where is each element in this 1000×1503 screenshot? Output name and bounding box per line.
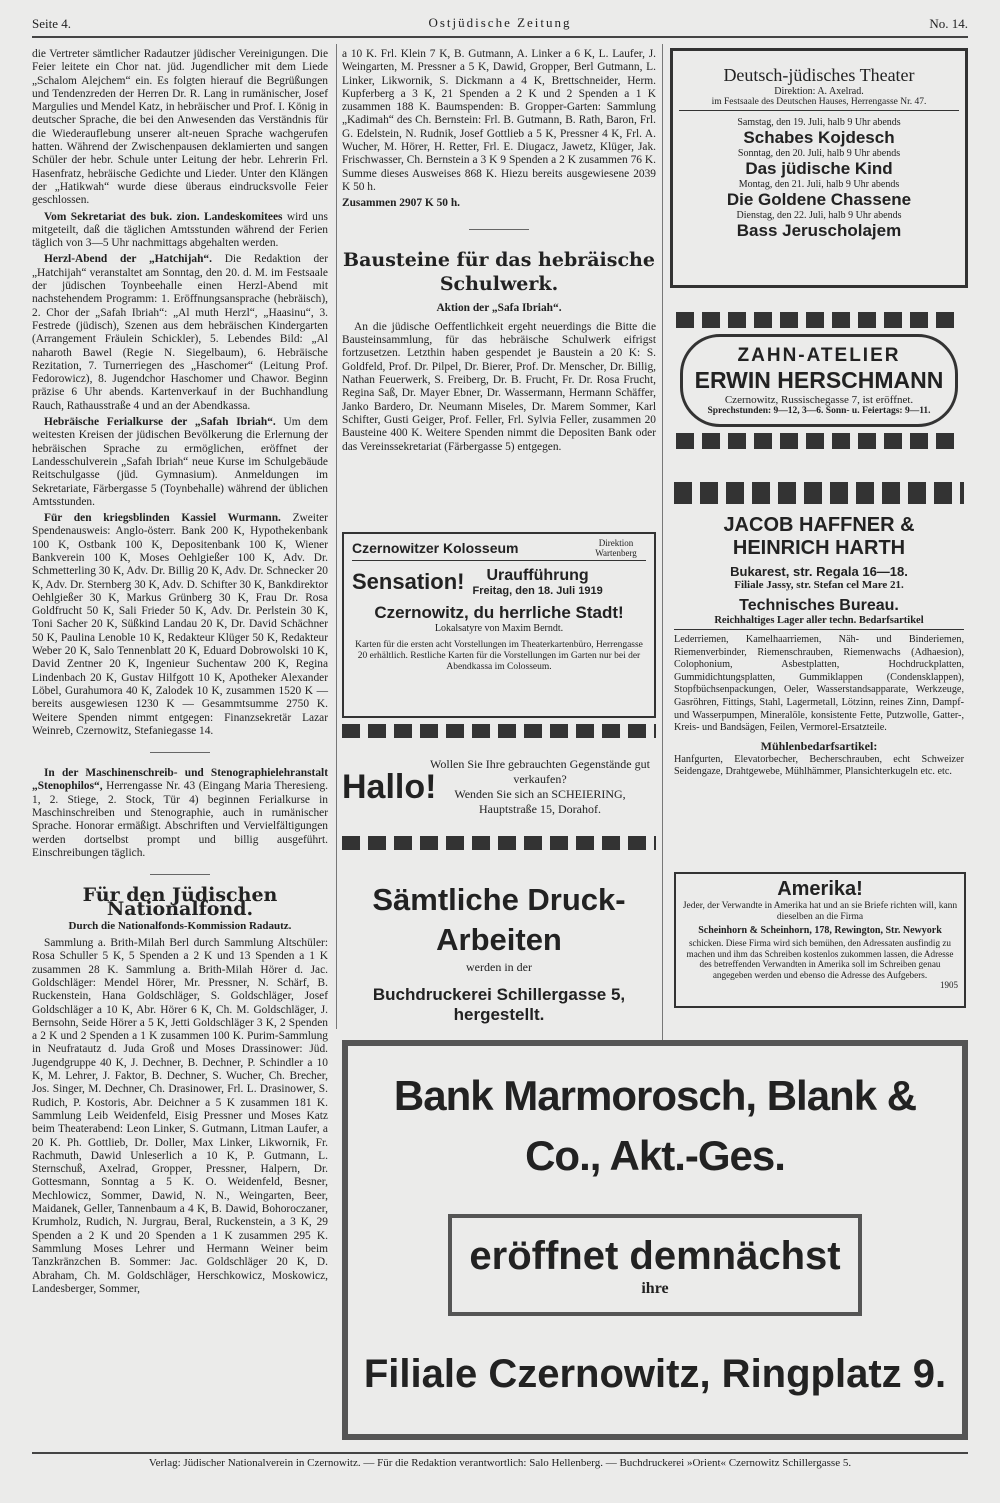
article-kriegsblinden: Für den kriegsblinden Kassiel Wurmann. Zweiter Spendenausweis: Anglo-österr. Bank 200 K, Hypothekenbank 100 K, Ostbank 100 K, Depositenbank 100 K, Wiener Bankverein 100 K, Moses Oehlgießer 100 K, Adv. Dr. Schmetterling 30 K, Adv. Dr. Billig 20 K, Adv. Dr. Schnecker 20 K, Adv. Dr. Sternberg 30 K, Adv. D. Schifter 30 K, Bankdirektor Oehlgießer 30 K, Markus Grünberg 30 K, Frau Dr. Rosa Goldfrucht 50 K, Sali Frieder 50 K, Adv. Dr. Perlstein 30 K, Toni Sacher 20 K, Süßkind Landau 20 K, Dr. David Schächner 50 K, Paulina Lenoble 10 K, Redakteur Klüger 50 K, Redakteur Weber 20 K, Salo Tennenblatt 20 K, Eduard Dobrowolski 10 K, David Zentner 20 K, Ingenieur Suchentaw 200 K, Regina Lindenbach 20 K, Gustav Hilfgott 10 K, Apotheker Alexander Löbel, Gurahumora 40 K, Zalodek 10 K, zusammen 1520 K — bereits ausgewiesen 1230 K — Gesammtsumme 2750 K. Weitere Spenden nimmt entgegen: Finanzsekretär Lazar Weinreb, Czernowitz, Stefaniegasse 14. — [32, 512, 328, 737]
show-4-date: Dienstag, den 22. Juli, halb 9 Uhr abends — [736, 210, 902, 221]
bausteine-title: Bausteine für das hebräische Schulwerk. — [343, 248, 655, 295]
kolosseum-info: Karten für die ersten acht Vorstellungen im Theaterkartenbüro, Herrengasse 20 erhältlich. Restliche Karten für die Vorstellungen im Garten nur bei der Abendkassa im Colosseum. — [355, 640, 643, 672]
amerika-ad — [674, 872, 966, 1008]
kolosseum-autor: Lokalsatyre von Maxim Berndt. — [434, 623, 564, 634]
zahn-ad — [676, 312, 962, 460]
bank-title: Bank Marmorosch, Blank & Co., Akt.-Ges. — [393, 1072, 917, 1179]
kolosseum-datum: Freitag, den 18. Juli 1919 — [472, 585, 603, 597]
column-2-text — [342, 48, 656, 453]
article-stenophilos: In der Maschinenschreib- und Stenographielehranstalt „Stenophilos“, Herrengasse Nr. 43 (Eingang Maria Theresieng. 1, 2. Stiege, 2. Stock, Tür 4) beginnen Ferialkurse in Maschinschreiben und Stenographie, auch in rumänischer Sprache. Honorar ermäßigt. Abschriften und Vervielfältigungen werden dortselbst prompt und billig ausgeführt. Einschreibungen täglich. — [32, 767, 328, 859]
article-sekretariat: Vom Sekretariat des buk. zion. Landeskomitees wird uns mitgeteilt, daß die täglichen Amtsstunden während der Ferien täglich von 3—5 Uhr nachmittags abgehalten werden. — [32, 210, 328, 250]
bank-ihre: ihre — [641, 1280, 669, 1297]
article-radautz-feier: die Vertreter sämtlicher Radautzer jüdischer Vereinigungen. Die Feier leitete ein Chor nat. jüd. Jugendlicher mit dem Liede „Schalom Alejchem“ ein. Es folgten hierauf die Begrüßungen und Tendenzreden der Herren Dr. R. Lang in rumänischer, Josef Margulies und Mendel Katz, in hebräischer und Prof. I. König in deutscher Sprache, die bei den Anwesenden das Verständnis für die Wiederauflebung unserer alt-neuen Sprache wachgerufen hatten. Während der Zwischenpausen deklamierten und sangen Schüler der hebr. Schule unter Leitung der hebr. Lehrerin Frl. Hasenfratz, hebräische Gedichte und Lieder. Unter den Klängen der „Hatikwah“ wurde diese überaus eindrucksvolle Feier geschlossen. — [32, 48, 328, 207]
column-rule-1 — [336, 44, 337, 1029]
haffner-bukarest: Bukarest, str. Regala 16—18. — [730, 564, 908, 579]
show-2-title: Das jüdische Kind — [745, 159, 893, 178]
show-4-title: Bass Jeruscholajem — [736, 221, 902, 240]
article-heading: Vom Sekretariat des buk. zion. Landeskomitees — [44, 210, 283, 223]
druck-title: Sämtliche Druck-Arbeiten — [372, 882, 626, 957]
show-3-title: Die Goldene Chassene — [726, 190, 912, 209]
divider — [150, 874, 210, 875]
nationalfond-subheading: Durch die Nationalfonds-Kommission Radautz. — [68, 919, 292, 932]
druck-ad — [342, 880, 656, 1024]
theater-name: Deutsch-jüdisches Theater — [723, 65, 915, 85]
theater-ad — [670, 48, 968, 288]
kolosseum-urauffuehrung: Uraufführung — [486, 567, 589, 584]
hallo-question: Wollen Sie Ihre gebrauchten Gegenstände gut verkaufen? — [430, 757, 650, 786]
page-number: Seite 4. — [32, 16, 71, 31]
kolosseum-stueck: Czernowitz, du herrliche Stadt! — [374, 603, 624, 622]
column-1 — [32, 48, 328, 1433]
zahn-name: ERWIN HERSCHMANN — [694, 367, 944, 393]
article-heading: Für den kriegsblinden Kassiel Wurmann. — [44, 512, 281, 525]
haffner-bureau: Technisches Bureau. — [739, 597, 899, 614]
kolosseum-sensation: Sensation! — [352, 569, 465, 594]
show-3-date: Montag, den 21. Juli, halb 9 Uhr abends — [738, 179, 900, 190]
haffner-ad — [670, 482, 968, 842]
show-1-date: Samstag, den 19. Juli, halb 9 Uhr abends — [737, 117, 901, 128]
stripe-border — [342, 836, 656, 850]
druck-bottom: Buchdruckerei Schillergasse 5, hergestellt. — [372, 985, 626, 1024]
bank-ad — [342, 1040, 968, 1440]
theater-ort: im Festsaale des Deutschen Hauses, Herrengasse Nr. 47. — [679, 97, 959, 111]
stripe-border — [676, 433, 962, 449]
bank-eroeffnet: eröffnet demnächst — [469, 1234, 841, 1278]
stripe-border — [676, 312, 962, 328]
hallo-address: Hauptstraße 15, Dorahof. — [479, 802, 601, 816]
column-rule-2 — [662, 44, 663, 1044]
show-2-date: Sonntag, den 20. Juli, halb 9 Uhr abends — [737, 148, 901, 159]
zahn-hours: Sprechstunden: 9—12, 3—6. Sonn- u. Feiertags: 9—11. — [707, 406, 931, 416]
article-heading: Hebräische Ferialkurse der „Safah Ibriah“. — [44, 416, 276, 429]
article-ferialkurse: Hebräische Ferialkurse der „Safah Ibriah“. Um dem weitesten Kreisen der jüdischen Bevölkerung die Erlernung der hebräischen Sprache zu ermöglichen, eröffnet der Landesschulverein „Safah Ibriah“ neue Kurse im Schulgebäude Reitschulgasse (jüd. Gymnasium). Anmeldungen im Sekretariate, Färbergasse 5 (Toynbehalle) während der üblichen Amtsstunden. — [32, 416, 328, 508]
stripe-border — [674, 482, 964, 504]
article-heading: In der Maschinenschreib- und Stenographielehranstalt „Stenophilos“, — [32, 767, 328, 793]
newspaper-title: Ostjüdische Zeitung — [428, 15, 572, 30]
nationalfond-total: Zusammen 2907 K 50 h. — [342, 197, 461, 210]
haffner-lager: Reichhaltiges Lager aller techn. Bedarfsartikel — [674, 615, 964, 630]
kolosseum-direktion: Direktion Wartenberg — [595, 538, 637, 558]
show-1-title: Schabes Kojdesch — [743, 128, 895, 147]
zahn-title: ZAHN-ATELIER — [737, 345, 901, 366]
zahn-address: Czernowitz, Russischegasse 7, ist eröffnet. — [724, 394, 914, 406]
haffner-muehlen-items: Hanfgurten, Elevatorbecher, Becherschrauben, echt Schweizer Seidengaze, Drahtgewebe, Mühlhämmer, Plansichterkugeln etc. etc. — [674, 753, 964, 778]
divider — [469, 229, 529, 230]
hallo-ad — [342, 724, 656, 854]
article-nationalfond: Sammlung a. Brith-Milah Berl durch Sammlung Altschüler: Rosa Schuller 5 K, 5 Spenden a 2 K und 13 Spenden a 1 K zusammen 28 K. Sammlung a. Brith-Milah Hörer d. Jac. Goldschläger: Mendel Hörer, Mr. Pressner, N. Schärf, B. Ruckenstein, Hana Goldschläger, S. Goldschläger, Josef Goldschläger a 10 K, Abr. Hörer 6 K, Ch. M. Goldschläger, J. Bernsohn, Seide Hörer a 5 K, Jetti Goldschläger 3 K, 2 Spenden a 2 K und 2 Spenden a 1 K zusammen 100 K. Purim-Sammlung in Neufratautz d. Juda Groß und Moses Drassinower: Jüd. Jugendgruppe 40 K, J. Dechner, B. Dechner, P. Schindler a 10 K, M. Lehrer, J. Faktor, B. Dechner, S. Wucher, Ch. Brecher, Jos. Singer, M. Dechner, Ch. Drasinower, Frl. L. Drasinower, S. Rudich, P. Kostoris, Abr. Deichner a 5 K zusammen 181 K. Sammlung Leib Weidenfeld, Eisig Pressner und Moses Katz beim Theaterabend: Leon Linker, S. Gutmann, Litman Laufer, a 20 K. Ph. Gottlieb, Dr. Doller, Max Linker, Likwornik, Fr. Rachmuth, Dawid Unleserlich a 10 K, P. Gutmann, L. Sternschuß, Axelrad, Gropper, Pressner, Halpern, Dr. Gottesmann, Sonntag a 5 K. O. Weidenfeld, Besner, Mechlowicz, Sommer, Dawid, N. N., Weingarten, Beer, Maidanek, Geller, Tannenbaum a 4 K, B. Dawid, Bohoroczaner, Krumholz, Rudich, N. Jurgrau, Beral, Ruckenstein, a 3 K, 29 Spenden a 2 K und 20 Spenden a 1 K zusammen 295 K. Sammlung Moses Lehrer und Hermann Weiner beim Tanzkränzchen B. Sommer: Jac. Goldschläger 20 K, D. Abraham, Ch. M. Goldschläger, Herschkowicz, Moskowicz, Landesberger, Sommer, — [32, 937, 328, 1295]
bausteine-subtitle: Aktion der „Safa Ibriah“. — [436, 301, 562, 314]
amerika-firm: Scheinhorn & Scheinhorn, 178, Rewington, Str. Newyork — [698, 925, 942, 936]
page-footer: Verlag: Jüdischer Nationalverein in Czernowitz. — Für die Redaktion verantwortlich: Salo Hellenberg. — Buchdruckerei »Orient« Czernowitz Schillergasse 5. — [32, 1452, 968, 1469]
haffner-items: Lederriemen, Kamelhaarriemen, Näh- und Binderiemen, Riemenverbinder, Riemenschrauben, Riemenwachs (Adhaesion), Colophonium, Asbestplatten, Hochdruckplatten, Gummidichtungsplatten, Gummiklappen (Condensklappen), Stopfbüchsenpackungen, Oeler, Wasserstandsapparate, Werkzeuge, Gasröhren, Fittings, Stahl, Lagermetall, Lötzinn, reines Zinn, Dampf- und Wasserpumpen, Mineralöle, konsistente Fette, Putzwolle, Gatter-, Kreis- und Bandsägen, Feilen, Vermorel-Ersatzteile. — [674, 634, 964, 734]
amerika-text2: schicken. Diese Firma wird sich bemühen, den Adressaten ausfindig zu machen und ihm das Schreiben kostenlos zukommen lassen, die Adresse des betreffenden Verwandten in Amerika soll im Schreiben genau angegeben werden und ebenso die Adresse des Aufgebers. — [686, 938, 954, 980]
nationalfond-heading: Für den Jüdischen Nationalfond. — [82, 884, 278, 920]
druck-mid: werden in der — [466, 960, 532, 974]
haffner-muehlen: Mühlenbedarfsartikel: — [760, 738, 878, 753]
bausteine-text: An die jüdische Oeffentlichkeit ergeht neuerdings die Bitte die Bausteinsammlung, für das hebräische Schulwerk eifrigst fortzusetzen. Letzthin haben gespendet je Baustein a 20 K: S. Goldfeld, Prof. Dr. Pilpel, Dr. Bierer, Prof. Dr. Menscher, Dr. Billig, Nathan Feuerwerk, S. Freiberg, Dr. B. Frucht, Fr. Dr. Rosa Frucht, Regina Saß, Dr. Mayer Ebner, Dr. Wassermann, Hermann Schäffer, Janko Bardero, Dr. Neumann Miseles, Dr. Marem Sommer, Karl Schifter, Gusti Geiger, Prof. Feller, Frl. Sylvia Feller, zusammen 20 Bausteine 400 K. Weitere Spenden nimmt die Depositen Bank oder das Vereinssekretariat (Färbergasse 5) entgegen. — [342, 320, 656, 453]
theater-direktion: Direktion: A. Axelrad. — [774, 86, 864, 97]
article-herzl-abend: Herzl-Abend der „Hatchijah“. Die Redaktion der „Hatchijah“ veranstaltet am Sonntag, den 20. d. M. im Festsaale der jüdischen Toynbeehalle einen Herzl-Abend mit nachstehendem Programm: 1. Eröffnungsansprache (hebräisch), 2. Chor der „Safah Ibriah“: „Al muth Herzl“, „Haasinu“, 3. Festrede (jüdisch), Szenen aus dem hebräischen Kindergarten (Arrangement Fräulein Schickler), 5. Lebendes Bild: „Al naharoth Bawel (Regie N. Siegelbaum), 6. Hebräische Rezitation, 7. Turnerriegen des „Haschomer“ (Leitung Prof. Fedorowicz), 8. Jugendchor Haschomer und Chawor. Beginn präzise 6 Uhr abends. Kartenverkauf in der Buchhandlung Rauch, Rathausstraße 4 und an der Abendkassa. — [32, 253, 328, 412]
bank-filiale: Filiale Czernowitz, Ringplatz 9. — [363, 1352, 947, 1396]
issue-number: No. 14. — [929, 16, 968, 31]
amerika-number: 1905 — [940, 980, 958, 990]
amerika-text1: Jeder, der Verwandte in Amerika hat und an sie Briefe richten will, kann dieselben an die Firma — [682, 901, 958, 922]
article-heading: Herzl-Abend der „Hatchijah“. — [44, 253, 212, 266]
hallo-big: Hallo! — [342, 767, 437, 806]
haffner-jassy: Filiale Jassy, str. Stefan cel Mare 21. — [734, 579, 904, 591]
divider — [150, 752, 210, 753]
hallo-answer: Wenden Sie sich an SCHEIERING, — [454, 787, 626, 801]
stripe-border — [342, 724, 656, 738]
page-header — [32, 14, 968, 38]
haffner-firm: JACOB HAFFNER & HEINRICH HARTH — [723, 514, 915, 559]
kolosseum-name: Czernowitzer Kolosseum — [352, 540, 519, 556]
nationalfond-continued: a 10 K. Frl. Klein 7 K, B. Gutmann, A. Linker a 6 K, L. Laufer, J. Weingarten, M. Pressner a 5 K, Dawid, Gropper, Berl Gutmann, L. Linker, Likwornik, S. Dickmann a 4 K, Brettschneider, Herm. Kupferberg a 3 K, 21 Spenden a 2 K und 2 Spenden a 1 K zusammen 188 K. Baumspenden: B. Gropper-Garten: Sammlung „Kadimah“ des Ch. Bernstein: Frl. B. Gutmann, B. Rath, Baron, Frl. G. Edelstein, N. Rudnik, Josef Gottlieb a 5 K, Pressner 4 K, Frl. A. Wucher, M. Hörer, H. Retter, Frl. E. Diugacz, Jawetz, Klüger, Jak. Frischwasser, Ch. Bernstein a 3 K 9 Spenden a 2 K zusammen 76 K. Summe dieses Ausweises 868 K. Hiezu bereits ausgewiesene 2039 K 50 h. — [342, 48, 656, 193]
kolosseum-ad — [342, 532, 656, 718]
amerika-title: Amerika! — [777, 878, 863, 900]
